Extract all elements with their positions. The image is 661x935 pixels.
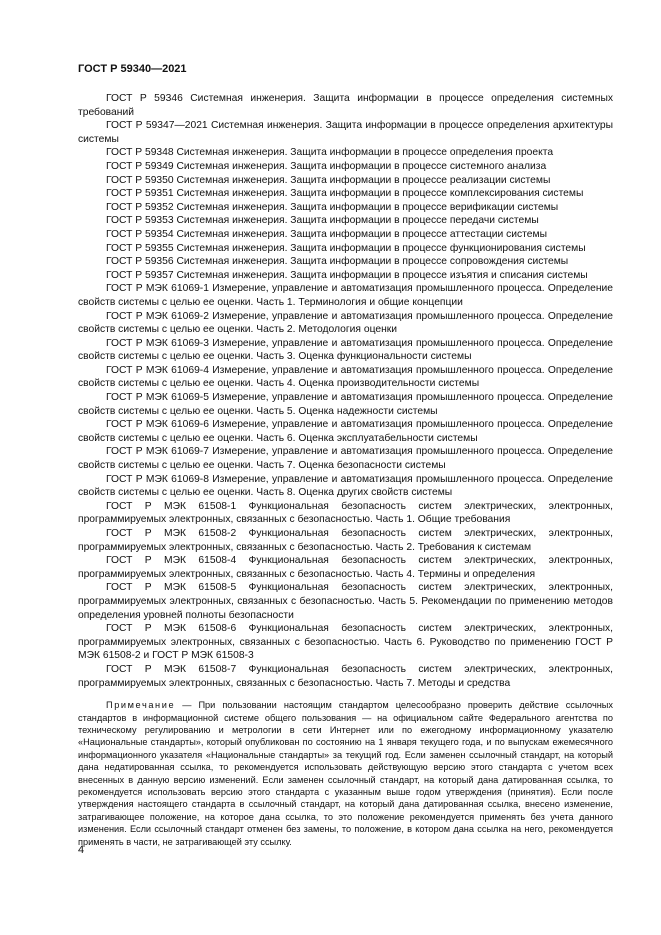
reference-item: ГОСТ Р 59349 Системная инженерия. Защита информации в процессе системного анализа	[106, 160, 547, 172]
reference-item: ГОСТ Р 59346 Системная инженерия. Защита информации в процессе определения системных требований	[78, 93, 613, 118]
reference-item: ГОСТ Р МЭК 61069-6 Измерение, управление и автоматизация промышленного процесса. Определение свойств системы с целью ее оценки. Часть 6. Оценка эксплуатабельности системы	[78, 419, 613, 444]
reference-item: ГОСТ Р 59356 Системная инженерия. Защита информации в процессе сопровождения системы	[106, 256, 569, 268]
reference-item: ГОСТ Р 59353 Системная инженерия. Защита информации в процессе передачи системы	[106, 215, 539, 227]
page-number: 4	[78, 844, 85, 856]
references-list	[78, 92, 613, 848]
reference-item: ГОСТ Р 59357 Системная инженерия. Защита информации в процессе изъятия и списания системы	[106, 269, 588, 281]
reference-item: ГОСТ Р МЭК 61508-6 Функциональная безопасность систем электрических, электронных, программируемых электронных, связанных с безопасностью. Часть 6. Руководство по применению ГОСТ Р МЭК 61508-2 и ГОСТ Р МЭК 61508-3	[78, 623, 613, 662]
note-paragraph	[78, 699, 613, 848]
reference-item: ГОСТ Р МЭК 61069-4 Измерение, управление и автоматизация промышленного процесса. Определение свойств системы с целью ее оценки. Часть 4. Оценка производительности системы	[78, 364, 613, 390]
reference-item: ГОСТ Р МЭК 61508-1 Функциональная безопасность систем электрических, электронных, программируемых электронных, связанных с безопасностью. Часть 1. Общие требования	[78, 500, 613, 526]
reference-item: ГОСТ Р МЭК 61069-7 Измерение, управление и автоматизация промышленного процесса. Определение свойств системы с целью ее оценки. Часть 7. Оценка безопасности системы	[78, 446, 613, 472]
reference-item: ГОСТ Р МЭК 61069-3 Измерение, управление и автоматизация промышленного процесса. Определение свойств системы с целью ее оценки. Часть 3. Оценка функциональности системы	[78, 337, 613, 363]
note-text: — При пользовании настоящим стандартом целесообразно проверить действие ссылочных стандартов в информационной системе общего пользования — на официальном сайте Федерального агентства по техническому регулированию и метрологии в сети Интернет или по ежегодному информационному указателю «Национальные стандарты», который опубликован по состоянию на 1 января текущего года, и по выпускам ежемесячного информационного указателя «Национальные стандарты» за текущий год. Если заменен ссылочный стандарт, на который дана недатированная ссылка, то рекомендуется использовать действующую версию этого стандарта с учетом всех внесенных в данную версию изменений. Если заменен ссылочный стандарт, на который дана датированная ссылка, то рекомендуется использовать версию этого стандарта с указанным выше годом утверждения (принятия). Если после утверждения настоящего стандарта в ссылочный стандарт, на который дана датированная ссылка, внесено изменение, затрагивающее положение, на которое дана ссылка, то это положение рекомендуется применять без учета данного изменения. Если ссылочный стандарт отменен без замены, то положение, в котором дана ссылка на него, рекомендуется применять в части, не затрагивающей эту ссылку.	[78, 700, 613, 847]
reference-item: ГОСТ Р МЭК 61069-2 Измерение, управление и автоматизация промышленного процесса. Определение свойств системы с целью ее оценки. Часть 2. Методология оценки	[78, 310, 613, 336]
note-label: Примечание	[106, 700, 176, 711]
reference-item: ГОСТ Р 59355 Системная инженерия. Защита информации в процессе функционирования системы	[106, 242, 586, 254]
reference-item: ГОСТ Р 59352 Системная инженерия. Защита информации в процессе верификации системы	[106, 201, 559, 213]
reference-item: ГОСТ Р МЭК 61069-1 Измерение, управление и автоматизация промышленного процесса. Определение свойств системы с целью ее оценки. Часть 1. Терминология и общие концепции	[78, 283, 613, 308]
reference-item: ГОСТ Р МЭК 61069-8 Измерение, управление и автоматизация промышленного процесса. Определение свойств системы с целью ее оценки. Часть 8. Оценка других свойств системы	[78, 473, 613, 499]
reference-item: ГОСТ Р МЭК 61508-5 Функциональная безопасность систем электрических, электронных, программируемых электронных, связанных с безопасностью. Часть 5. Рекомендации по применению методов определения уровней полноты безопасности	[78, 582, 613, 621]
reference-item: ГОСТ Р МЭК 61508-2 Функциональная безопасность систем электрических, электронных, программируемых электронных, связанных с безопасностью. Часть 2. Требования к системам	[78, 528, 613, 553]
reference-item: ГОСТ Р 59354 Системная инженерия. Защита информации в процессе аттестации системы	[106, 228, 547, 240]
reference-item: ГОСТ Р МЭК 61508-7 Функциональная безопасность систем электрических, электронных, программируемых электронных, связанных с безопасностью. Часть 7. Методы и средства	[78, 663, 613, 689]
reference-item: ГОСТ Р МЭК 61508-4 Функциональная безопасность систем электрических, электронных, программируемых электронных, связанных с безопасностью. Часть 4. Термины и определения	[78, 555, 613, 580]
page-header: ГОСТ Р 59340—2021	[78, 63, 187, 75]
reference-item: ГОСТ Р 59347—2021 Системная инженерия. Защита информации в процессе определения архитектуры системы	[78, 120, 613, 145]
reference-item: ГОСТ Р 59348 Системная инженерия. Защита информации в процессе определения проекта	[106, 147, 554, 159]
reference-item: ГОСТ Р МЭК 61069-5 Измерение, управление и автоматизация промышленного процесса. Определение свойств системы с целью ее оценки. Часть 5. Оценка надежности системы	[78, 392, 613, 417]
reference-item: ГОСТ Р 59350 Системная инженерия. Защита информации в процессе реализации системы	[106, 174, 551, 186]
reference-item: ГОСТ Р 59351 Системная инженерия. Защита информации в процессе комплексирования системы	[106, 188, 584, 200]
